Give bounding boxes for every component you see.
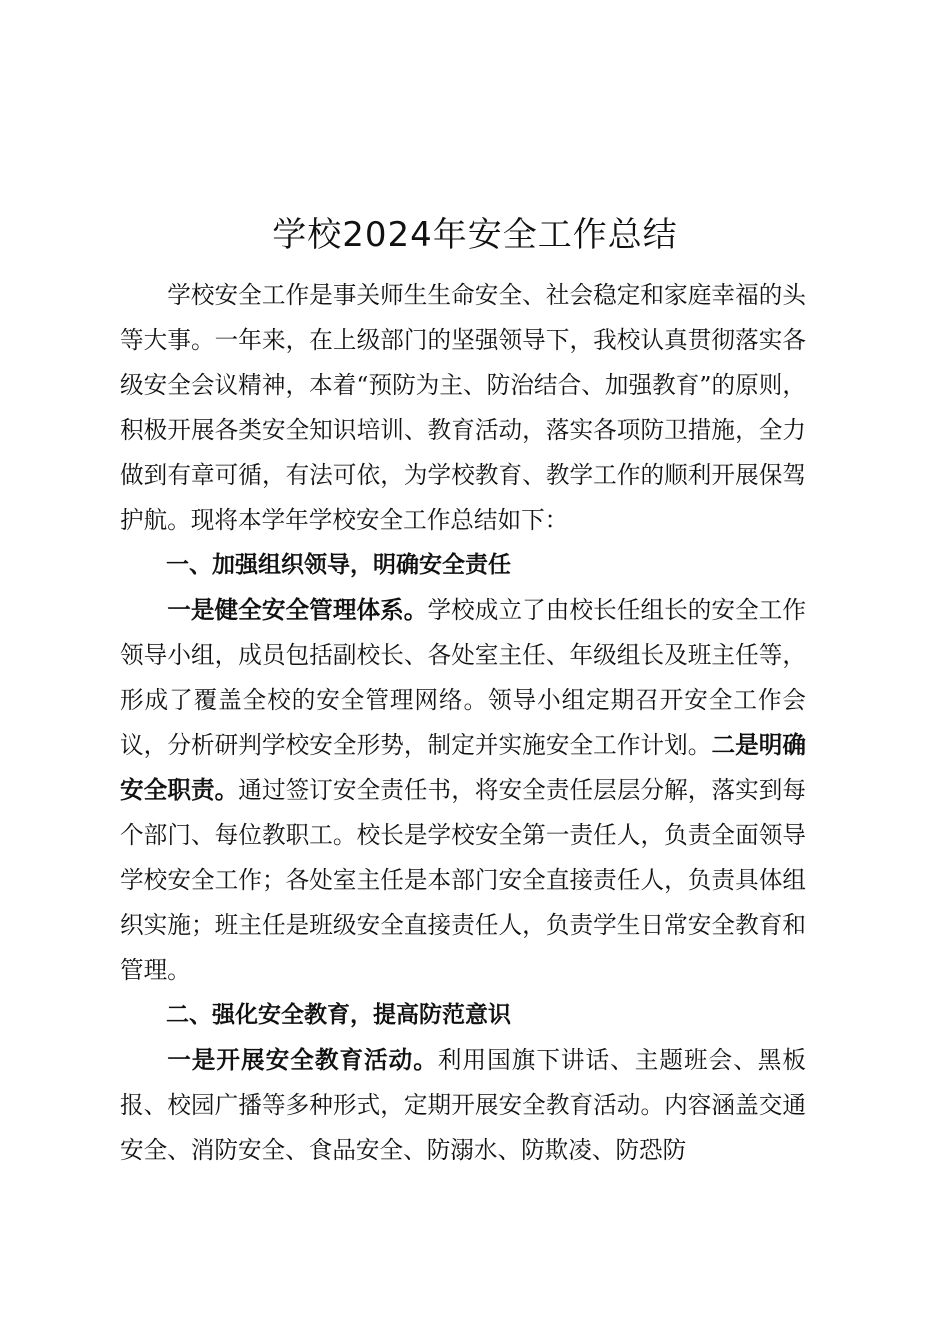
section-1-lead-2: 二是明确安全职责。	[120, 731, 807, 804]
section-2-paragraph	[120, 1038, 806, 1173]
section-1-paragraph	[120, 588, 806, 993]
section-1-text-1: 学校成立了由校长任组长的安全工作领导小组，成员包括副校长、各处室主任、年级组长及班主任等，形成了覆盖全校的安全管理网络。领导小组定期召开安全工作会议，分析研判学校安全形势，制定并实施安全工作计划。	[120, 596, 807, 759]
section-1-lead-1: 一是健全安全管理体系。	[167, 596, 428, 624]
document-title: 学校2024年安全工作总结	[272, 215, 678, 255]
section-1-text-2: 通过签订安全责任书，将安全责任层层分解，落实到每个部门、每位教职工。校长是学校安全第一责任人，负责全面领导学校安全工作；各处室主任是本部门安全直接责任人，负责具体组织实施；班主任是班级安全直接责任人，负责学生日常安全教育和管理。	[120, 776, 807, 984]
intro-paragraph: 学校安全工作是事关师生生命安全、社会稳定和家庭幸福的头等大事。一年来，在上级部门的坚强领导下，我校认真贯彻落实各级安全会议精神，本着“预防为主、防治结合、加强教育”的原则，积极开展各类安全知识培训、教育活动，落实各项防卫措施，全力做到有章可循，有法可依，为学校教育、教学工作的顺利开展保驾护航。现将本学年学校安全工作总结如下：	[120, 281, 806, 534]
document-body	[120, 273, 806, 1173]
section-heading-2: 二、强化安全教育，提高防范意识	[166, 1002, 511, 1028]
section-2-lead-1: 一是开展安全教育活动。	[167, 1046, 438, 1074]
section-heading-1: 一、加强组织领导，明确安全责任	[166, 552, 511, 578]
section-2-text-1: 利用国旗下讲话、主题班会、黑板报、校园广播等多种形式，定期开展安全教育活动。内容涵盖交通安全、消防安全、食品安全、防溺水、防欺凌、防恐防	[120, 1046, 807, 1164]
